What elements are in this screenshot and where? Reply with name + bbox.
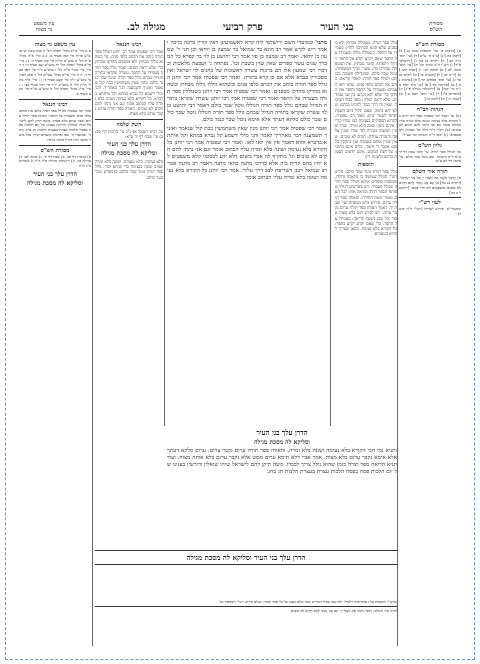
tosafot-text: גולל ספר תורה נוטל שכר כולם. פירש רש"י הגולל שעושה בו מלאכה גדולה, ובמסכת סופרים איתא הגולל ספר תורה שגולל מעמיד. ויש מפרשים דגולל שפותח הספר תורה ומראה אותו לכל העם ואומר וזאת התורה: והאוחז ספר תורה ערום. פירוש בלא מטפחת ועי' שבת יד. דאמר האוחז ספר תורה ערום נקבר ערום. ויש לפרש דגם בלא מצוה אסור וכל שכן בשעת קריאה: מעמידו על התפר. כדי שאם יקרע יקרע בתפר: כל הקורא בלא נעימה. מכאן שצריך לקרוא בטעמים:	[335, 168, 397, 237]
left-rabbeinu-chananel-title: רבינו חננאל	[42, 101, 68, 108]
torah-or-text: א) וַיְדַבֵּר מֹשֶׁה אֶת מֹעֲדֵי יְיָ אֶל בְּנֵי יִשְׂרָאֵל: [ויקרא כג מד] ב) וְגַם אֲנִי נָתַתִּי לָהֶם חֻקִּים לֹא טוֹבִים וּמִשְׁפָּטִים לֹא יִחְיוּ בָּהֶם: [יחזקאל כ כה]	[399, 175, 461, 195]
gilyon-hashas-title: גליון הש"ס	[418, 142, 442, 149]
masoret-hashas-text: א) [ברכות ס. ועי' תוספות שבת כג.] ב) [לקמן כה.] ג) [ב"ב ח. ע"ש] ד) [עי' תוס' ב"ק קב.] ה) ויקרא כג מד ו) [ירושלמי פ"ד] ז) רש"י ד"ה מתוך וכו' ח) [עי' תוס' סוכה לט.] ט) סוטה לט: י) [שבת קטו.] כ) [ר"ה לב.] ל) [תענית כז:] מ) ויקרא כג מד נ) [עי' תוס' פסחים קד.] ס) [ברכות נה.] ע) [עירובין סד:] פ) [עי' בית יוסף או"ח סי' קמז] צ) [ירושלמי מגילה פ"ג] ק) [סופרים פ"ג] ר) [עי' תוס' יומא ע.] ש) [שבת יד.] ת) [לקמן כו:]	[399, 48, 461, 101]
gemara-text-3: ותניא נמי הכי הקורא בלא נעימה ושונה בלא זמרה. והאוחז ספר תורה ערום נקבר ערום. ערום סלקא דעתך אלא אימא נקבר ערום בלא מצות. אמר אביי דלא תימא ערום ממש אלא נקבר ערום בלא אותה מצוה. ועוד תניא הרואה ספר תורה בזמן שהוא גולל צריך לכבדו. משה תיקן להם לישראל שיהו שואלין ודורשין בענינו של יום הלכות פסח בפסח הלכות עצרת בעצרת הלכות חג בחג:	[167, 448, 397, 475]
divider	[95, 564, 397, 565]
header-left-label: עין משפט נר מצוה	[33, 21, 55, 33]
divider	[399, 197, 461, 198]
cheshek-shlomo-text: על רבינו חננאל א) נ"ב עי' ברכות דף סב: ב) עי' שבת דף יד ע"א:	[95, 128, 163, 139]
left-hadran: הדרן עלך בני העיר	[32, 170, 77, 178]
left-margin-column	[19, 40, 91, 646]
left-inner-text-3: בלא נעימה. בלא טעמים. ושונה בלא זמרה שאינו שונה בנעימה כדי שיהא זכור. גולל ספר תורה נוטל שכר כולם. כדמפרש שכר כנגד כולם.	[95, 159, 163, 180]
bottom-band	[95, 548, 397, 598]
siyum-inner: וסליקא לה מסכת מגילה	[101, 150, 157, 158]
footnotes-area	[95, 600, 397, 646]
column-rule	[92, 40, 93, 646]
left-siyum: וסליקא לה מסכת מגילה	[27, 179, 83, 187]
left-masoret-title: מסורת הש"ס	[40, 147, 70, 154]
laazei-rashi-text: קוסטור"א. פירוש תפירה (רש"י ד"ה קושר):	[399, 206, 461, 217]
header-chapter-number: פרק רביעי	[222, 22, 263, 33]
footnote-right: תורה אור השלם: וַיְדַבֵּר מֹשֶׁה אֶת מֹעֲדֵי יְיָ: וְגַם אֲנִי נָתַתִּי לָהֶם חֻקִּים לֹא טוֹבִים:	[289, 609, 397, 614]
divider	[399, 104, 461, 105]
gemara-text-2: ואמר רבי שפטיה אמר רבי יוחנן מנין שאין משתמשין בבת קול שנאמר ואזניך תשמענה דבר מאחריך לאמר והני מילי דשמע קל גברא במתא וקל איתתא בדברא והוא דאמר אין אין לאו לאו. ואמר רבי שפטיה אמר רבי יוחנן כל הקורא בלא נעימה ושונה בלא זמרה עליו הכתוב אומר וגם אני נתתי להם חקים לא טובים וגו' מתקיף לה אביי משום דלא ידע לבסומי קלא משפטים לא יחיו בהם קרית ביה אלא כדרבי מתנה בהאי מתנה דאמר רב מתנה אמר רב שמואל רבנן דשריפת לבב דרך עליך: אמר רבי יוחנן כל הקורא בלא נעימה ושונה בלא זמרה עליו הכתוב אומר	[167, 126, 327, 181]
talmud-page	[19, 18, 461, 646]
divider	[95, 550, 397, 551]
hadran-inner: הדרן עלך בני העיר	[106, 141, 151, 149]
cheshek-shlomo-title: חשק שלמה	[116, 121, 142, 128]
divider	[19, 145, 91, 146]
right-margin-column	[399, 40, 461, 646]
rabbeinu-chananel-title: רבינו חננאל	[116, 42, 142, 48]
rashi-text: גולל ספר תורה. כשגוללו מבחוץ ולא מבפנים שלא תהא הכתיבה לחוץ: מעמידו על התפר. כשגוללו גוללו ומעמידו על התפר שאם יקרע יקרע על התפר ויחזור ויתפרנו: קושר מבחוץ. את המטפחת שכורכו בה: עוטר. כורך המטפחת: נוטל שכר כולם. שהגלילה חשובה מכולם: הגולל ספר תורה. לאחר קריאה: כותב את הכתב כלפי פנים. שלא יראו העמים: ומעמידו על התפר ותופר את החתך כדי שלא יהא נקרע: בין שני עמודים. שלא יראה הגליון: מפני כבוד הציבור. שאין זה דרך כבוד להביט בכתב: שלא יהא נראה. שאם יגלול ביום השבת יפתח לשאר ימים: ואמר רבי שפטיה. לקרוא הפסוקים בנעימה כמו שהיו קורין אותם בזמן: שונה בלא זמרה. שהיו שונין המשנה בזמרה לפי שהיו שונין על פה והזמרה עוזרת: חקים לא טובים. שאין שונין אותם בנעימה ואין נחקקין בלבם: אכבר ד' חשבי. כלום אינם כתובין: על דעת המקום. אינם יודעים לעשות כדינם ולשנות דין:	[335, 40, 397, 160]
column-rule	[397, 40, 398, 646]
tosafot-column	[95, 40, 163, 600]
divider	[95, 119, 163, 120]
gilyon-hashas-text: גמ' הגולל ספר תורה. עי' תוס' שבת דף יד ע"א ד"ה והאוחז: שם נוטל שכר כולם. עי' סוטה דף לט ע"ב:	[399, 148, 461, 164]
divider	[95, 606, 397, 607]
gemara-column	[167, 40, 327, 440]
closing-hadran: הדרן עלך בני העיר וסליקא לה מסכת מגילה	[186, 553, 306, 562]
hagahot-habach-text: (א) גמ' ואמר רבי שפטיה אמר רבי יוחנן כל הקורא בלא נעימה ושונה בלא זמרה עליו הכתוב אומר וגם אני נתתי להם חקים לא טובים: (ב) רש"י ד"ה גולל וכו' מבחוץ ולא מבפנים: (ג) תוס' ד"ה והאוחז וכו' כצ"ל:	[399, 112, 461, 137]
ein-mishpat-title: עין משפט נר מצוה	[34, 42, 76, 48]
mishnah-marker: מתני'	[315, 40, 327, 46]
header-tractate-folio: מגילה לב.	[126, 22, 166, 33]
column-rule	[330, 40, 331, 426]
left-rabbeinu-chananel-text: אמר רבי שפטיה הגולל ספר תורה כותב את הכתב כלפי פנים ומעמידו על התפר. האוחז ספר תורה ערום נקבר ערום בלא מצות. משה תיקן להם לישראל שיהו שואלין ודורשין בענינו של יום הלכות פסח בפסח הלכות עצרת בעצרת הלכות חג בחג. מתני' ובמועדי ה' שם ופרשת מועדים קורין בכל מועד ומועד ואין קורין ברכה ברכה.	[19, 107, 91, 142]
column-rule	[164, 40, 165, 426]
divider	[399, 140, 461, 141]
header-chapter-name: בני העיר	[320, 22, 354, 33]
gemara-text-1	[167, 40, 327, 124]
page-header	[19, 18, 461, 36]
divider	[399, 166, 461, 167]
masoret-hashas-title: מסורת הש"ס	[415, 42, 445, 48]
footnote-left: ופרש"י ותוספות עליו בסוף פרק דלעיל: ולא שמו בבית המדרש שכר כולם מצוה על כל אחד ואחד: נשלם פירוש רש"י ותוספות וכו'.	[217, 600, 397, 604]
laazei-rashi-title: לעזי רש"י	[419, 200, 441, 207]
gemara-paragraph-1: ובמועדי השם ירושלמי ליה קרא לאשמועינן דאין קורין ברכה ברכה ואמר ריש לקיש אמר רב הונא בר שמואל בר שמעון בן יוחאי וכן תני ר' שמעון בן יוחאי. ואמר רב שמעון בן פזי אמר רבי יהושע בן לוי בר קפרא כל המברך שנים עשר ספרים שאין שוין בשבת וכו'. נפתחה ג' ושבעה מלאכות וכדברי רבי שמעון אלו הם ברכות עשרה ראשונות של כהנים לוי ישראל ואין מפטירין בנביא אלא אם כן קרא בתורה. ואמר רבי שפטיה אמר רבי יוחנן הגולל ספר תורה כותב את הכתב כלפי פנים וכשהוא גוללו גוללו מבחוץ וכשהוא מהדקו מהדקו מבפנים. ואמר רבי שפטיה אמר רבי יוחנן כשגוללין ספר תורה מעמידו על התפר ואמר רבי שפטיה אמר רבי יוחנן עשרה שקראו בתורה הגדול שבהם גולל ספר תורה הגוללו נוטל שכר כולם דאמר רבי יהושע בן לוי עשרה שקראו בתורה הגדול שבהם גולל ספר תורה הגוללו נוטל שכר כולם שכר כולם סלקא דעתך אלא אימא נוטל שכר כנגד כולם.	[167, 40, 327, 123]
hadran-heading: הדרן עלך בני העיר	[256, 428, 308, 437]
left-masoret-text: א) ברכות דף סב. ב) שבת דף יד. ג) סוטה לט: ד) מגילה כה. ה) ירושלמי מגילה פ"ד ה"ה ו) סופרים פ"ג ה"ה	[19, 153, 91, 169]
rabbeinu-chananel-text: אמר רבי שפטיה אמר רבי יוחנן הגולל ספר תורה כותב את הכתב כלפי פנים. פי' כשהוא גוללו מבחוץ ולא מבפנים מהדקו מבחוץ כדי שלא יראה הכתב. ואמר גולל ספר תורה מעמידו על התפר. עשרה שקראו בתורה הגדול שבהם גולל ספר תורה ונוטל שכר כנגד כולם. ומנין שאין משתמשין בבת קול שנאמר ואזניך תשמענה דבר מאחריך. והני מילי דשמע קל גברא במתא וקל איתתא בדברא. כל הקורא בלא נעימה ושונה בלא זמרה עליו הכתוב אומר וגם אני נתתי להם חקים לא טובים. האוחז ספר תורה ערום נקבר ערום בלא מצות.	[95, 49, 163, 117]
tosafot-title: תוספות	[358, 161, 374, 168]
torah-or-title: תורה אור השלם	[412, 169, 448, 176]
ein-mishpat-text: א א מיי' פי"ב מהל' תפלה הל' ה סמג עשין יט טוש"ע או"ח סי' קמז סעיף א: ב ב מיי' פ"ה מהל' ס"ת הל' ח טוש"ע או"ח סי' קמז סעיף ד: ג ג מיי' פי"ב מהל' תפלה הל' יח טוש"ע שם סעיף ח: ד ד מיי' פ"י מהל' ס"ת הל' ו טוש"ע יו"ד סי' רפב סעיף ד: ה ה מיי' פי"א מהל' עכו"ם הל' ד סמג לאוין נד טוש"ע יו"ד סי' קעט סעיף ד: ו ו מיי' פ"ד מהל' ת"ת הל' ח טוש"ע יו"ד סי' רמו סעיף כב: ז ז מיי' פי"ג מהל' תפלה הל' ח טוש"ע או"ח סי' תכט סעיף א:	[19, 48, 91, 97]
hagahot-habach-title: הגהות הב"ח	[416, 106, 444, 113]
siyum-heading: וסליקא לה מסכת מגילה	[254, 439, 310, 446]
divider	[19, 99, 91, 100]
header-right-label: מסורת הש"ס	[429, 21, 443, 33]
